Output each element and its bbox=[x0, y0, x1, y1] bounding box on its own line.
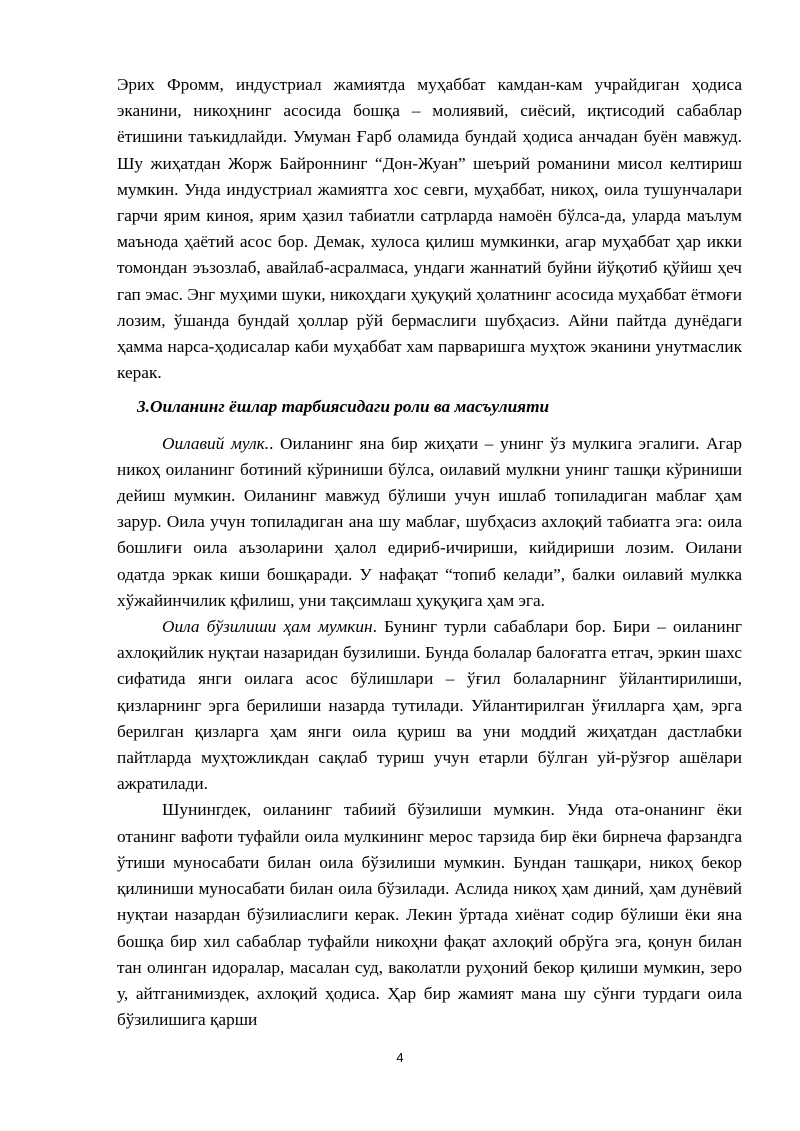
paragraph-2-text: . Оиланинг яна бир жиҳати – унинг ўз мулкига эгалиги. Агар никоҳ оиланинг ботиний кўриниши бўлса, оилавий мулкни унинг ташқи кўриниши дейиш мумкин. Оиланинг мавжуд бўлиши учун ишлаб топиладиган маблағ ҳам зарур. Оила учун топиладиган ана шу маблағ, шубҳасиз ахлоқий табиатга эга: оила бошлиғи оила аъзоларини ҳалол едириб-ичириши, кийдириши лозим. Оилани одатда эркак киши бошқаради. У нафақат “топиб келади”, балки оилавий мулкка хўжайинчилик қфилиш, уни тақсимлаш ҳуқуқига ҳам эга. bbox=[117, 433, 742, 610]
paragraph-2-lead: Оилавий мулк. bbox=[162, 433, 270, 453]
body-paragraph-4: Шунингдек, оиланинг табиий бўзилиши мумкин. Унда ота-онанинг ёки отанинг вафоти туфайли оила мулкининг мерос тарзида бир ёки бирнеча фарзандга ўтиши муносабати билан оила бўзилиши мумкин. Бундан ташқари, никоҳ бекор қилиниши муносабати билан оила бўзилади. Аслида никоҳ ҳам диний, ҳам дунёвий нуқтаи назардан бўзилиаслиги керак. Лекин ўртада хиёнат содир бўлиши ёки яна бошқа бир хил сабаблар туфайли никоҳни фақат ахлоқий обрўга эга, қонун билан тан олинган идоралар, масалан суд, ваколатли руҳоний бекор қилиши мумкин, зеро у, айтганимиздек, ахлоқий ҳодиса. Ҳар бир жамият мана шу сўнги турдаги оила бўзилишига қарши bbox=[117, 800, 742, 1030]
body-paragraph-1: Эрих Фромм, индустриал жамиятда муҳаббат камдан-кам учрайдиган ҳодиса эканини, никоҳнинг асосида бошқа – молиявий, сиёсий, иқтисодий сабаблар ётишини таъкидлайди. Умуман Ғарб оламида бундай ҳодиса анчадан буён мавжуд. Шу жиҳатдан Жорж Байроннинг “Дон-Жуан” шеърий романини мисол келтириш мумкин. Унда индустриал жамиятга хос севги, муҳаббат, никоҳ, оила тушунчалари гарчи ярим киноя, ярим ҳазил табиатли сатрларда намоён бўлса-да, уларда маълум маънода ҳаётий асос бор. Демак, хулоса қилиш мумкинки, агар муҳаббат ҳар икки томондан эъзозлаб, авайлаб-асралмаса, ундаги жаннатий буйни йўқотиб қўйиш ҳеч гап эмас. Энг муҳими шуки, никоҳдаги ҳуқуқий ҳолатнинг асосида муҳаббат ётмоғи лозим, ўшанда бундай ҳоллар рўй бермаслиги шубҳасиз. Айни пайтда дунёдаги ҳамма нарса-ҳодисалар каби муҳаббат хам парваришга муҳтож эканини унутмаслик керак. bbox=[117, 75, 742, 383]
paragraph-3-text: . Бунинг турли сабаблари бор. Бири – оиланинг ахлоқийлик нуқтаи назаридан бузилиши. Бунда болалар балоғатга етгач, эркин шахс сифатида янги оилага асос бўлишлари – ўғил болаларнинг ўйлантирилиши, қизларнинг эрга берилиши назарда тутилади. Уйлантирилган ўғилларга ҳам, эрга берилган қизларга ҳам янги оила қуриш ва уни моддий жиҳатдан дастлабки пайтларда муҳтожликдан сақлаб туриш учун етарли бўлган уй-рўзғор ашёлари ажратилади. bbox=[117, 617, 742, 794]
page-number: 4 bbox=[396, 1050, 404, 1065]
body-paragraph-3 bbox=[117, 614, 742, 797]
section-heading: 3.Оиланинг ёшлар тарбиясидаги роли ва масъулияти bbox=[137, 397, 550, 417]
body-paragraph-2 bbox=[117, 431, 742, 614]
page-content bbox=[117, 72, 742, 1033]
paragraph-3-lead: Оила бўзилиши ҳам мумкин bbox=[162, 617, 373, 637]
